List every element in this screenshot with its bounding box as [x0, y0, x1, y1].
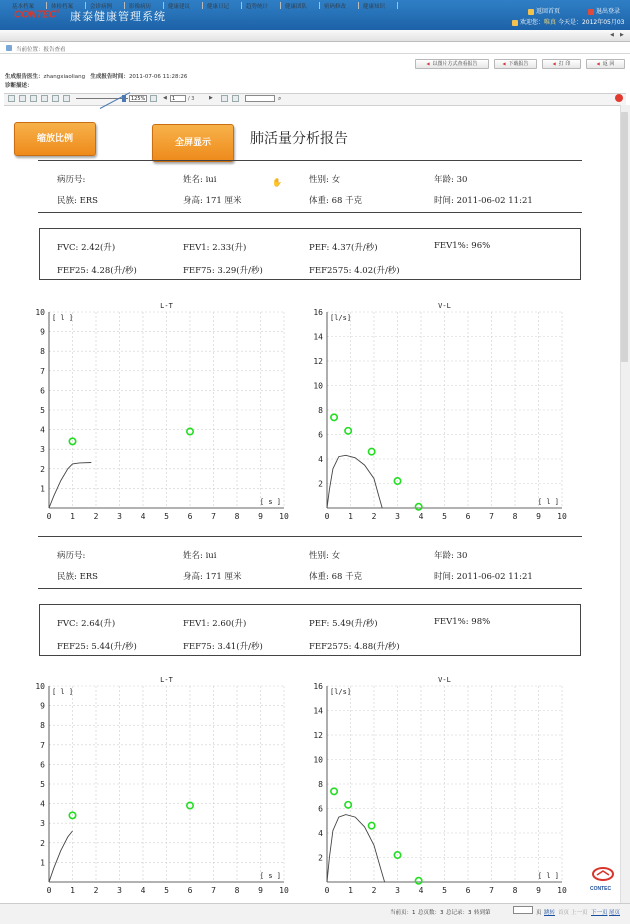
- x-tick-label: 2: [93, 512, 99, 521]
- nav-separator: [46, 2, 47, 9]
- chart-svg: [22, 298, 302, 528]
- x-tick-label: 9: [258, 512, 263, 521]
- x-tick-label: 4: [418, 886, 424, 895]
- user-icon: [512, 20, 518, 26]
- goto-page-input[interactable]: [513, 906, 533, 914]
- nav-separator: [85, 2, 86, 9]
- x-tick-label: 10: [557, 512, 567, 521]
- chart-title: V-L: [438, 676, 451, 684]
- y-tick-label: 10: [35, 308, 45, 317]
- spirometry-parameter: FEF25: 4.28(升/秒): [57, 266, 137, 276]
- home-link[interactable]: 返回首页: [528, 6, 560, 15]
- y-tick-label: 6: [318, 804, 323, 814]
- x-tick-label: 6: [465, 512, 471, 521]
- contec-logo-text: CONTEC: [590, 886, 612, 892]
- y-tick-label: 2: [40, 838, 45, 848]
- patient-info-field: 病历号:: [57, 175, 86, 185]
- nav-separator: [358, 2, 359, 9]
- x-tick-label: 7: [211, 512, 216, 521]
- predicted-point: [368, 822, 374, 828]
- x-tick-label: 2: [93, 886, 99, 895]
- y-tick-label: 10: [35, 682, 45, 691]
- fit-width-icon[interactable]: [52, 95, 59, 102]
- patient-info-field: 民族: ERS: [57, 196, 98, 206]
- patient-info-field: 时间: 2011-06-02 11:21: [434, 196, 533, 206]
- y-tick-label: 10: [313, 755, 323, 765]
- y-tick-label: 5: [40, 406, 45, 415]
- y-tick-label: 10: [313, 381, 323, 391]
- patient-info-field: 体重: 68 千克: [309, 196, 363, 206]
- logout-icon: [588, 9, 594, 15]
- patient-info-field: 年龄: 30: [434, 551, 468, 561]
- y-tick-label: 14: [313, 706, 323, 716]
- nav-item[interactable]: 体检档案: [51, 4, 74, 10]
- y-tick-label: 2: [318, 479, 323, 489]
- chart-svg: [22, 672, 302, 902]
- predicted-point: [331, 414, 337, 420]
- nav-separator: [124, 2, 125, 9]
- x-tick-label: 1: [70, 886, 75, 895]
- y-tick-label: 6: [40, 386, 45, 396]
- contec-logo: CONTEC®: [14, 9, 60, 21]
- patient-info-field: 体重: 68 千克: [309, 572, 363, 582]
- x-axis-label: [ l ]: [537, 498, 559, 506]
- print-button[interactable]: ◀ 打 印: [542, 59, 581, 69]
- y-tick-label: 1: [40, 858, 45, 868]
- y-tick-label: 8: [318, 406, 323, 415]
- y-tick-label: 7: [40, 740, 45, 750]
- x-tick-label: 5: [164, 886, 169, 895]
- patient-info-field: 病历号:: [57, 551, 86, 561]
- nav-separator: [280, 2, 281, 9]
- fullscreen-icon[interactable]: [150, 95, 157, 102]
- image-view-button[interactable]: ◀ 以图片方式查看报告: [415, 59, 489, 69]
- x-tick-label: 3: [395, 512, 400, 521]
- predicted-point: [345, 802, 351, 808]
- nav-separator: [163, 2, 164, 9]
- last-page-link[interactable]: 尾页: [609, 910, 621, 916]
- patient-info-field: 性别: 女: [309, 551, 341, 561]
- spirometry-parameter: FEV1: 2.60(升): [183, 619, 247, 629]
- y-axis-label: [ l ]: [52, 314, 74, 322]
- x-tick-label: 2: [371, 886, 377, 895]
- x-tick-label: 7: [489, 886, 494, 895]
- nav-separator: [241, 2, 242, 9]
- search-input[interactable]: [245, 95, 275, 102]
- spirometry-parameter: FEF2575: 4.88(升/秒): [309, 642, 400, 652]
- y-tick-label: 4: [318, 455, 323, 464]
- patient-info-field: 年龄: 30: [434, 175, 468, 185]
- location-icon: [6, 45, 12, 51]
- spirometry-parameter: FEV1: 2.33(升): [183, 243, 247, 253]
- nav-separator: [202, 2, 203, 9]
- scrollbar-thumb[interactable]: [621, 112, 628, 362]
- x-tick-label: 0: [46, 512, 52, 521]
- predicted-point: [331, 788, 337, 794]
- main-nav: [0, 30, 630, 42]
- next-page-icon[interactable]: ▶: [209, 95, 213, 101]
- x-tick-label: 9: [536, 886, 541, 895]
- x-tick-label: 0: [46, 886, 52, 895]
- predicted-point: [345, 428, 351, 434]
- spirometry-parameter: FVC: 2.64(升): [57, 619, 116, 629]
- print-icon[interactable]: [8, 95, 15, 102]
- viewer-toolbar: [4, 93, 626, 106]
- y-tick-label: 4: [318, 829, 323, 838]
- spirometry-chart: [300, 298, 580, 528]
- contec-small-logo-icon: [615, 94, 623, 102]
- page-unit: 页: [536, 910, 542, 916]
- x-tick-label: 5: [442, 886, 447, 895]
- chart-svg: [300, 298, 580, 528]
- x-tick-label: 2: [371, 512, 377, 521]
- spirometry-parameter: FEF25: 5.44(升/秒): [57, 642, 137, 652]
- patient-info-field: 性别: 女: [309, 175, 341, 185]
- report-title: 肺活量分析报告: [250, 131, 348, 147]
- x-tick-label: 9: [258, 886, 263, 895]
- next-page-link[interactable]: 下一页: [591, 910, 608, 916]
- search-icon[interactable]: ⌕: [278, 95, 282, 102]
- nav-separator: [319, 2, 320, 9]
- zoom-input[interactable]: 125%: [131, 96, 146, 102]
- x-tick-label: 1: [70, 512, 75, 521]
- nav-right-arrow-icon[interactable]: ▶: [620, 32, 624, 38]
- y-tick-label: 6: [40, 760, 45, 770]
- y-tick-label: 5: [40, 780, 45, 789]
- chart-svg: [300, 672, 580, 902]
- patient-info-field: 姓名: iui: [183, 551, 217, 561]
- y-tick-label: 9: [40, 327, 45, 337]
- x-tick-label: 5: [442, 512, 447, 521]
- spirometry-parameter: FEV1%: 98%: [434, 617, 491, 627]
- x-tick-label: 10: [557, 886, 567, 895]
- y-tick-label: 2: [40, 464, 45, 474]
- page-number-input[interactable]: 1: [170, 95, 186, 102]
- first-page-link[interactable]: 首页: [558, 910, 570, 916]
- y-tick-label: 12: [313, 731, 323, 740]
- x-tick-label: 4: [418, 512, 424, 521]
- x-tick-label: 9: [536, 512, 541, 521]
- find-icon[interactable]: [232, 95, 239, 102]
- measured-curve: [327, 815, 385, 882]
- x-tick-label: 6: [187, 886, 193, 895]
- spirometry-chart: [300, 672, 580, 902]
- spirometry-chart: [22, 298, 302, 528]
- spirometry-parameter: FEF75: 3.41(升/秒): [183, 642, 263, 652]
- x-tick-label: 4: [140, 886, 146, 895]
- section-bottom-rule: [38, 588, 582, 589]
- x-tick-label: 4: [140, 512, 146, 521]
- patient-info-field: 姓名: iui: [183, 175, 217, 185]
- y-tick-label: 3: [40, 445, 45, 455]
- chart-title: L-T: [160, 302, 173, 310]
- nav-item[interactable]: 健康日记: [207, 4, 230, 10]
- prev-page-icon[interactable]: ◀: [163, 95, 167, 101]
- nav-item[interactable]: 影像病历: [129, 4, 152, 10]
- x-tick-label: 8: [234, 512, 240, 521]
- y-axis-label: [l/s]: [330, 314, 352, 322]
- arrow-icon: ◀: [552, 61, 556, 66]
- y-tick-label: 7: [40, 366, 45, 376]
- arrow-icon: ◀: [502, 61, 506, 66]
- x-tick-label: 8: [234, 886, 240, 895]
- back-button[interactable]: ◀ 返 回: [586, 59, 625, 69]
- welcome-text: 欢迎您：唯真 今天是：2012年05月03: [512, 17, 625, 26]
- system-title: 康泰健康管理系统: [70, 10, 166, 23]
- zoom-callout: 缩放比例: [14, 122, 96, 156]
- y-tick-label: 4: [40, 425, 45, 435]
- prev-page-link[interactable]: 上一页: [571, 910, 588, 916]
- home-icon: [528, 9, 534, 15]
- nav-item[interactable]: 健康建议: [168, 4, 191, 10]
- y-tick-label: 12: [313, 357, 323, 366]
- predicted-point: [415, 878, 421, 884]
- x-tick-label: 6: [187, 512, 193, 521]
- section-top-rule: [38, 160, 582, 161]
- y-tick-label: 14: [313, 332, 323, 342]
- section-top-rule: [38, 536, 582, 537]
- y-tick-label: 6: [318, 430, 323, 440]
- y-tick-label: 16: [313, 308, 323, 317]
- predicted-point: [368, 448, 374, 454]
- current-page: 当前页：1: [390, 910, 416, 916]
- fullscreen-callout: 全屏显示: [152, 124, 234, 162]
- nav-separator: [397, 2, 398, 9]
- nav-item[interactable]: 密码修改: [324, 4, 347, 10]
- x-tick-label: 7: [489, 512, 494, 521]
- x-tick-label: 7: [211, 886, 216, 895]
- measured-curve: [49, 831, 73, 882]
- chart-title: V-L: [438, 302, 451, 310]
- patient-info-field: 时间: 2011-06-02 11:21: [434, 572, 533, 582]
- page-total: / 3: [188, 96, 195, 102]
- breadcrumb-text: 当前位置：报告查看: [16, 47, 66, 53]
- spirometry-parameter: FEV1%: 96%: [434, 241, 491, 251]
- arrow-icon: ◀: [426, 61, 430, 66]
- nav-item[interactable]: 健康团队: [285, 4, 308, 10]
- x-tick-label: 6: [465, 886, 471, 895]
- x-tick-label: 0: [324, 512, 330, 521]
- patient-info-field: 民族: ERS: [57, 572, 98, 582]
- x-tick-label: 8: [512, 886, 518, 895]
- y-axis-label: [ l ]: [52, 688, 74, 696]
- download-report-button[interactable]: ◀ 下载报告: [494, 59, 537, 69]
- patient-info-field: 身高: 171 厘米: [183, 572, 242, 582]
- grid-view-icon[interactable]: [30, 95, 37, 102]
- spirometry-chart: [22, 672, 302, 902]
- x-tick-label: 3: [117, 886, 122, 895]
- nav-item[interactable]: 趋势统计: [246, 4, 269, 10]
- spirometry-parameter: FVC: 2.42(升): [57, 243, 116, 253]
- contec-logo-icon: [590, 866, 616, 886]
- y-tick-label: 1: [40, 484, 45, 494]
- goto-label: 转到第: [474, 910, 491, 916]
- x-tick-label: 10: [279, 886, 289, 895]
- predicted-point: [415, 504, 421, 510]
- spirometry-parameter: PEF: 4.37(升/秒): [309, 243, 378, 253]
- diagnosis-label: 诊断描述：: [5, 83, 33, 89]
- spirometry-parameter: FEF2575: 4.02(升/秒): [309, 266, 400, 276]
- y-tick-label: 8: [40, 721, 45, 731]
- x-axis-label: [ s ]: [259, 498, 281, 506]
- nav-item[interactable]: 会诊病例: [90, 4, 113, 10]
- y-tick-label: 3: [40, 819, 45, 829]
- page-view-icon[interactable]: [19, 95, 26, 102]
- total-records: 总记录：3: [446, 910, 472, 916]
- nav-item[interactable]: 基本档案: [12, 4, 35, 10]
- save-icon[interactable]: [63, 95, 70, 102]
- x-tick-label: 1: [348, 512, 353, 521]
- contec-logo-icon: [590, 866, 616, 886]
- x-tick-label: 5: [164, 512, 169, 521]
- y-tick-label: 2: [318, 853, 323, 863]
- chart-title: L-T: [160, 676, 173, 684]
- hand-cursor-icon: ✋: [272, 178, 282, 187]
- x-tick-label: 3: [117, 512, 122, 521]
- logout-link[interactable]: 退出登录: [588, 6, 620, 15]
- y-tick-label: 9: [40, 701, 45, 711]
- total-pages: 总页数：3: [418, 910, 444, 916]
- thumbnail-icon[interactable]: [41, 95, 48, 102]
- x-tick-label: 0: [324, 886, 330, 895]
- y-tick-label: 4: [40, 799, 45, 809]
- x-axis-label: [ l ]: [537, 872, 559, 880]
- arrow-icon: ◀: [596, 61, 600, 66]
- x-tick-label: 10: [279, 512, 289, 521]
- x-tick-label: 3: [395, 886, 400, 895]
- measured-curve: [49, 463, 91, 509]
- section-bottom-rule: [38, 212, 582, 213]
- breadcrumb: [0, 43, 630, 54]
- x-tick-label: 1: [348, 886, 353, 895]
- nav-item[interactable]: 健康知识: [363, 4, 386, 10]
- rotate-icon[interactable]: [221, 95, 228, 102]
- y-tick-label: 8: [40, 347, 45, 357]
- spirometry-parameter: PEF: 5.49(升/秒): [309, 619, 378, 629]
- patient-info-field: 身高: 171 厘米: [183, 196, 242, 206]
- x-axis-label: [ s ]: [259, 872, 281, 880]
- y-tick-label: 8: [318, 780, 323, 789]
- y-axis-label: [l/s]: [330, 688, 352, 696]
- jump-link[interactable]: 跳转: [544, 910, 556, 916]
- y-tick-label: 16: [313, 682, 323, 691]
- spirometry-parameter: FEF75: 3.29(升/秒): [183, 266, 263, 276]
- nav-left-arrow-icon[interactable]: ◀: [610, 32, 614, 38]
- x-tick-label: 8: [512, 512, 518, 521]
- report-meta: 生成报告医生：zhangxiaoliang 生成报告时间：2011-07-06 11:28:26: [5, 74, 188, 80]
